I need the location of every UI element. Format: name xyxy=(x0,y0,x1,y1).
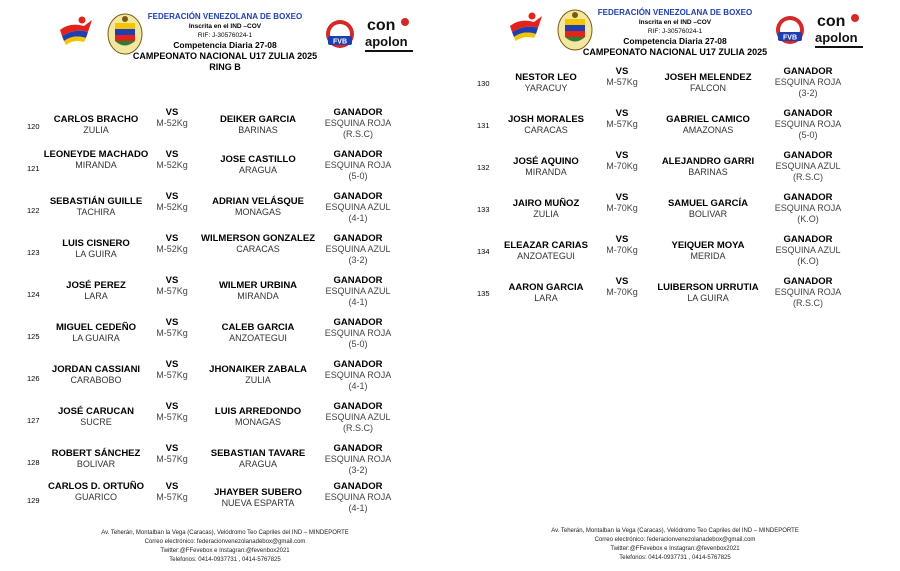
footer-phones: Telefonos: 0414-0937731 , 0414-5767825 xyxy=(169,557,281,563)
fight-row xyxy=(450,276,900,322)
boxer-name: ELEAZAR CARIAS xyxy=(504,240,588,251)
boxer-name: CARLOS D. ORTUÑO xyxy=(47,481,145,492)
fight-number: 120 xyxy=(27,122,40,131)
blue-corner-boxer xyxy=(198,114,318,136)
boxer-state: BOLIVAR xyxy=(688,209,728,220)
blue-corner-boxer xyxy=(198,364,318,386)
schedule-page-right xyxy=(450,0,900,571)
winning-corner: ESQUINA ROJA xyxy=(324,160,392,171)
boxer-state: ZULIA xyxy=(245,375,271,386)
boxer-state: LA GUIRA xyxy=(75,249,117,260)
fight-number: 125 xyxy=(27,332,40,341)
boxer-name: WILMERSON GONZALEZ xyxy=(201,233,315,244)
boxer-name: JOSÉ CARUCAN xyxy=(57,406,134,417)
weight-category: M-57Kg xyxy=(606,77,638,88)
boxer-name: JORDAN CASSIANI xyxy=(51,364,141,375)
fight-row xyxy=(450,234,900,280)
boxer-state: CARABOBO xyxy=(70,375,122,386)
versus-block xyxy=(605,150,639,172)
fight-result xyxy=(768,192,848,225)
win-method: (R.S.C) xyxy=(343,129,373,140)
red-corner-boxer xyxy=(36,406,156,428)
fight-number: 126 xyxy=(27,374,40,383)
winning-corner: ESQUINA ROJA xyxy=(774,77,842,88)
vs-label: VS xyxy=(165,481,179,492)
vs-label: VS xyxy=(615,192,629,203)
fight-row xyxy=(0,317,450,362)
vs-label: VS xyxy=(615,66,629,77)
weight-category: M-52Kg xyxy=(156,244,188,255)
red-corner-boxer xyxy=(36,322,156,344)
boxer-name: ADRIAN VELÁSQUE xyxy=(212,196,304,207)
page-header xyxy=(0,8,450,72)
federation-flag-logo xyxy=(58,14,94,48)
winning-corner: ESQUINA ROJA xyxy=(324,454,392,465)
fight-result xyxy=(768,108,848,141)
championship-title: CAMPEONATO NACIONAL U17 ZULIA 2025 xyxy=(582,47,768,57)
fight-row xyxy=(450,66,900,112)
winning-corner: ESQUINA AZUL xyxy=(325,202,391,213)
versus-block xyxy=(155,443,189,465)
boxer-name: SEBASTIAN TAVARE xyxy=(210,448,306,459)
boxer-name: JHONAIKER ZABALA xyxy=(209,364,307,375)
win-method: (4-1) xyxy=(348,503,368,514)
weight-category: M-70Kg xyxy=(606,245,638,256)
fight-row xyxy=(0,481,450,530)
win-method: (4-1) xyxy=(348,381,368,392)
blue-corner-boxer xyxy=(198,322,318,344)
boxer-name: JOSH MORALES xyxy=(507,114,584,125)
blue-corner-boxer xyxy=(648,156,768,178)
result-label: GANADOR xyxy=(333,149,383,160)
boxer-state: MERIDA xyxy=(690,251,726,262)
weight-category: M-70Kg xyxy=(606,161,638,172)
weight-category: M-52Kg xyxy=(156,202,188,213)
win-method: (5-0) xyxy=(348,171,368,182)
versus-block xyxy=(155,233,189,255)
boxer-state: BARINAS xyxy=(238,125,278,136)
win-method: (R.S.C) xyxy=(793,172,823,183)
inscribed-line: Inscrita en el IND –COV xyxy=(638,19,712,26)
boxer-name: CALEB GARCIA xyxy=(221,322,295,333)
fight-result xyxy=(318,191,398,224)
boxer-name: MIGUEL CEDEÑO xyxy=(55,322,137,333)
fight-number: 135 xyxy=(477,289,490,298)
result-label: GANADOR xyxy=(783,66,833,77)
fight-number: 134 xyxy=(477,247,490,256)
fight-result xyxy=(318,359,398,392)
blue-corner-boxer xyxy=(198,154,318,176)
weight-category: M-52Kg xyxy=(156,118,188,129)
weight-category: M-57Kg xyxy=(156,328,188,339)
weight-category: M-52Kg xyxy=(156,160,188,171)
boxer-name: GABRIEL CAMICO xyxy=(666,114,750,125)
vs-label: VS xyxy=(165,443,179,454)
ring-label: RING B xyxy=(209,62,241,72)
boxer-state: MONAGAS xyxy=(234,417,281,428)
vs-label: VS xyxy=(165,149,179,160)
win-method: (3-2) xyxy=(348,465,368,476)
red-corner-boxer xyxy=(36,364,156,386)
fight-row xyxy=(0,275,450,320)
vs-label: VS xyxy=(165,107,179,118)
boxer-state: BOLIVAR xyxy=(76,459,116,470)
fight-number: 129 xyxy=(27,496,40,505)
boxer-state: AMAZONAS xyxy=(682,125,734,136)
blue-corner-boxer xyxy=(198,233,318,255)
blue-corner-boxer xyxy=(648,72,768,94)
win-method: (5-0) xyxy=(798,130,818,141)
winning-corner: ESQUINA AZUL xyxy=(325,412,391,423)
versus-block xyxy=(155,359,189,381)
fight-row xyxy=(450,108,900,154)
footer-email: Correo electrónico: federacionvenezolanadebox@gmail.com xyxy=(594,537,756,543)
boxer-name: JOSE CASTILLO xyxy=(220,154,296,165)
boxer-state: LARA xyxy=(534,293,558,304)
win-method: (R.S.C) xyxy=(343,423,373,434)
result-label: GANADOR xyxy=(333,401,383,412)
weight-category: M-70Kg xyxy=(606,287,638,298)
conapolon-logo-bottom: apolon xyxy=(365,34,408,49)
red-corner-boxer xyxy=(36,448,156,470)
vs-label: VS xyxy=(165,233,179,244)
red-corner-boxer xyxy=(36,114,156,136)
boxer-name: JOSÉ AQUINO xyxy=(513,156,579,167)
page-footer xyxy=(450,527,900,563)
fight-row xyxy=(450,150,900,196)
boxer-state: SUCRE xyxy=(80,417,112,428)
fight-result xyxy=(318,233,398,266)
blue-corner-boxer xyxy=(648,240,768,262)
boxer-state: MONAGAS xyxy=(234,207,281,218)
boxer-name: YEIQUER MOYA xyxy=(671,240,745,251)
weight-category: M-57Kg xyxy=(156,370,188,381)
footer-social: Twitter:@FFevebox e Instagran:@fevenbox2021 xyxy=(610,546,740,552)
championship-title: CAMPEONATO NACIONAL U17 ZULIA 2025 xyxy=(132,51,318,61)
win-method: (R.S.C) xyxy=(793,298,823,309)
result-label: GANADOR xyxy=(333,359,383,370)
winning-corner: ESQUINA ROJA xyxy=(324,370,392,381)
result-label: GANADOR xyxy=(783,276,833,287)
footer-address: Av. Teherán, Montalban la Vega (Caracas), Velódromo Teo Capriles del IND – MINDEPORTE xyxy=(551,528,799,534)
fight-row xyxy=(0,149,450,194)
winning-corner: ESQUINA ROJA xyxy=(324,328,392,339)
vs-label: VS xyxy=(615,234,629,245)
weight-category: M-57Kg xyxy=(156,492,188,503)
federation-flag-logo xyxy=(508,10,544,44)
win-method: (K.O) xyxy=(797,256,819,267)
conapolon-logo-bottom: apolon xyxy=(815,30,858,45)
fvb-logo-text: FVB xyxy=(783,34,797,42)
versus-block xyxy=(605,192,639,214)
winning-corner: ESQUINA ROJA xyxy=(324,118,392,129)
fight-number: 133 xyxy=(477,205,490,214)
fight-row xyxy=(0,359,450,404)
blue-corner-boxer xyxy=(198,487,318,509)
versus-block xyxy=(155,317,189,339)
fight-row xyxy=(0,107,450,152)
boxer-name: LUIS ARREDONDO xyxy=(214,406,302,417)
fight-number: 122 xyxy=(27,206,40,215)
red-corner-boxer xyxy=(36,238,156,260)
fight-result xyxy=(768,276,848,309)
result-label: GANADOR xyxy=(333,481,383,492)
fight-number: 124 xyxy=(27,290,40,299)
boxer-name: DEIKER GARCIA xyxy=(219,114,296,125)
win-method: (3-2) xyxy=(798,88,818,99)
result-label: GANADOR xyxy=(333,107,383,118)
inscribed-line: Inscrita en el IND –COV xyxy=(188,23,262,30)
blue-corner-boxer xyxy=(648,114,768,136)
conapolon-logo xyxy=(365,14,413,56)
blue-corner-boxer xyxy=(198,406,318,428)
red-corner-boxer xyxy=(486,282,606,304)
vs-label: VS xyxy=(165,359,179,370)
versus-block xyxy=(155,401,189,423)
versus-block xyxy=(605,66,639,88)
boxer-state: MIRANDA xyxy=(75,160,117,171)
fight-result xyxy=(318,317,398,350)
red-corner-boxer xyxy=(486,114,606,136)
competition-title: Competencia Diaria 27-08 xyxy=(173,40,277,50)
boxer-name: LUIBERSON URRUTIA xyxy=(657,282,759,293)
competition-title: Competencia Diaria 27-08 xyxy=(623,36,727,46)
vs-label: VS xyxy=(165,317,179,328)
vs-label: VS xyxy=(615,150,629,161)
red-corner-boxer xyxy=(486,198,606,220)
federation-name: FEDERACIÓN VENEZOLANA DE BOXEO xyxy=(147,12,303,21)
conapolon-logo xyxy=(815,10,863,52)
red-corner-boxer xyxy=(36,196,156,218)
weight-category: M-57Kg xyxy=(156,454,188,465)
boxer-name: NESTOR LEO xyxy=(515,72,577,83)
red-corner-boxer xyxy=(486,240,606,262)
boxer-state: BARINAS xyxy=(688,167,728,178)
red-corner-boxer xyxy=(36,280,156,302)
conapolon-logo-top: con xyxy=(817,13,846,30)
boxer-state: FALCON xyxy=(689,83,726,94)
fight-row xyxy=(0,233,450,278)
blue-corner-boxer xyxy=(198,196,318,218)
footer-address: Av. Teherán, Montalban la Vega (Caracas), Velódromo Teo Capriles del IND – MINDEPORTE xyxy=(101,530,349,536)
boxer-name: JAIRO MUÑOZ xyxy=(512,198,580,209)
winning-corner: ESQUINA ROJA xyxy=(774,287,842,298)
versus-block xyxy=(155,481,189,503)
blue-corner-boxer xyxy=(198,280,318,302)
result-label: GANADOR xyxy=(333,191,383,202)
winning-corner: ESQUINA AZUL xyxy=(775,161,841,172)
fight-result xyxy=(318,107,398,140)
boxer-state: ZULIA xyxy=(83,125,109,136)
result-label: GANADOR xyxy=(333,275,383,286)
weight-category: M-57Kg xyxy=(156,412,188,423)
fight-result xyxy=(768,66,848,99)
red-corner-boxer xyxy=(36,481,156,503)
versus-block xyxy=(155,149,189,171)
fight-result xyxy=(318,275,398,308)
fight-number: 123 xyxy=(27,248,40,257)
boxer-state: ANZOATEGUI xyxy=(517,251,575,262)
footer-phones: Telefonos: 0414-0937731 , 0414-5767825 xyxy=(619,555,731,561)
boxer-state: CARACAS xyxy=(236,244,280,255)
result-label: GANADOR xyxy=(783,234,833,245)
fight-result xyxy=(318,149,398,182)
fight-result xyxy=(318,481,398,514)
win-method: (3-2) xyxy=(348,255,368,266)
fight-result xyxy=(318,443,398,476)
winning-corner: ESQUINA AZUL xyxy=(325,286,391,297)
win-method: (5-0) xyxy=(348,339,368,350)
boxer-state: ANZOATEGUI xyxy=(229,333,287,344)
versus-block xyxy=(155,107,189,129)
winning-corner: ESQUINA ROJA xyxy=(324,492,392,503)
rif-line: RIF: J-30576024-1 xyxy=(197,32,253,39)
boxer-state: ARAGUA xyxy=(238,165,277,176)
result-label: GANADOR xyxy=(783,108,833,119)
page-header xyxy=(450,4,900,64)
boxer-state: MIRANDA xyxy=(237,291,279,302)
boxer-state: GUARICO xyxy=(74,492,117,503)
boxer-state: YARACUY xyxy=(524,83,568,94)
boxer-name: AARON GARCIA xyxy=(508,282,584,293)
fight-number: 121 xyxy=(27,164,40,173)
boxer-state: ARAGUA xyxy=(238,459,277,470)
fight-number: 128 xyxy=(27,458,40,467)
rif-line: RIF: J-30576024-1 xyxy=(647,28,703,35)
boxer-state: NUEVA ESPARTA xyxy=(221,498,295,509)
boxer-state: CARACAS xyxy=(524,125,568,136)
boxer-name: JHAYBER SUBERO xyxy=(214,487,302,498)
fight-result xyxy=(768,234,848,267)
result-label: GANADOR xyxy=(783,150,833,161)
win-method: (4-1) xyxy=(348,213,368,224)
boxer-name: CARLOS BRACHO xyxy=(53,114,139,125)
fvb-logo xyxy=(322,18,358,50)
red-corner-boxer xyxy=(486,156,606,178)
boxer-state: ZULIA xyxy=(533,209,559,220)
win-method: (4-1) xyxy=(348,297,368,308)
fight-result xyxy=(768,150,848,183)
winning-corner: ESQUINA ROJA xyxy=(774,203,842,214)
fight-row xyxy=(0,401,450,446)
boxer-state: LA GUAIRA xyxy=(72,333,120,344)
red-corner-boxer xyxy=(36,149,156,171)
weight-category: M-57Kg xyxy=(606,119,638,130)
boxer-state: MIRANDA xyxy=(525,167,567,178)
fvb-logo xyxy=(772,14,808,46)
vs-label: VS xyxy=(165,191,179,202)
winning-corner: ESQUINA AZUL xyxy=(325,244,391,255)
vs-label: VS xyxy=(615,276,629,287)
result-label: GANADOR xyxy=(333,443,383,454)
result-label: GANADOR xyxy=(333,233,383,244)
fight-row xyxy=(0,191,450,236)
boxer-name: JOSEH MELENDEZ xyxy=(664,72,752,83)
federation-name: FEDERACIÓN VENEZOLANA DE BOXEO xyxy=(597,8,753,17)
versus-block xyxy=(605,108,639,130)
boxer-name: SEBASTIÁN GUILLE xyxy=(49,196,143,207)
weight-category: M-57Kg xyxy=(156,286,188,297)
red-corner-boxer xyxy=(486,72,606,94)
boxer-name: JOSÉ PEREZ xyxy=(66,280,126,291)
versus-block xyxy=(155,191,189,213)
fight-number: 132 xyxy=(477,163,490,172)
footer-social: Twitter:@FFevebox e Instagran:@fevenbox2021 xyxy=(160,548,290,554)
blue-corner-boxer xyxy=(648,282,768,304)
blue-corner-boxer xyxy=(198,448,318,470)
fvb-logo-text: FVB xyxy=(333,38,347,46)
footer-email: Correo electrónico: federacionvenezolanadebox@gmail.com xyxy=(144,539,306,545)
fight-number: 127 xyxy=(27,416,40,425)
weight-category: M-70Kg xyxy=(606,203,638,214)
page-footer xyxy=(0,529,450,565)
versus-block xyxy=(605,276,639,298)
boxer-name: ALEJANDRO GARRI xyxy=(661,156,755,167)
fight-result xyxy=(318,401,398,434)
boxer-name: WILMER URBINA xyxy=(218,280,298,291)
vs-label: VS xyxy=(615,108,629,119)
vs-label: VS xyxy=(165,401,179,412)
fight-row xyxy=(450,192,900,238)
boxer-name: ROBERT SÁNCHEZ xyxy=(51,448,141,459)
result-label: GANADOR xyxy=(333,317,383,328)
conapolon-logo-top: con xyxy=(367,17,396,34)
versus-block xyxy=(155,275,189,297)
fight-number: 131 xyxy=(477,121,490,130)
win-method: (K.O) xyxy=(797,214,819,225)
boxer-name: LEONEYDE MACHADO xyxy=(43,149,149,160)
boxer-name: LUIS CISNERO xyxy=(62,238,130,249)
fight-number: 130 xyxy=(477,79,490,88)
boxer-state: LARA xyxy=(84,291,108,302)
versus-block xyxy=(605,234,639,256)
boxer-state: LA GUIRA xyxy=(687,293,729,304)
winning-corner: ESQUINA ROJA xyxy=(774,119,842,130)
result-label: GANADOR xyxy=(783,192,833,203)
boxer-name: SAMUEL GARCÍA xyxy=(667,198,749,209)
blue-corner-boxer xyxy=(648,198,768,220)
vs-label: VS xyxy=(165,275,179,286)
boxer-state: TACHIRA xyxy=(76,207,116,218)
winning-corner: ESQUINA AZUL xyxy=(775,245,841,256)
